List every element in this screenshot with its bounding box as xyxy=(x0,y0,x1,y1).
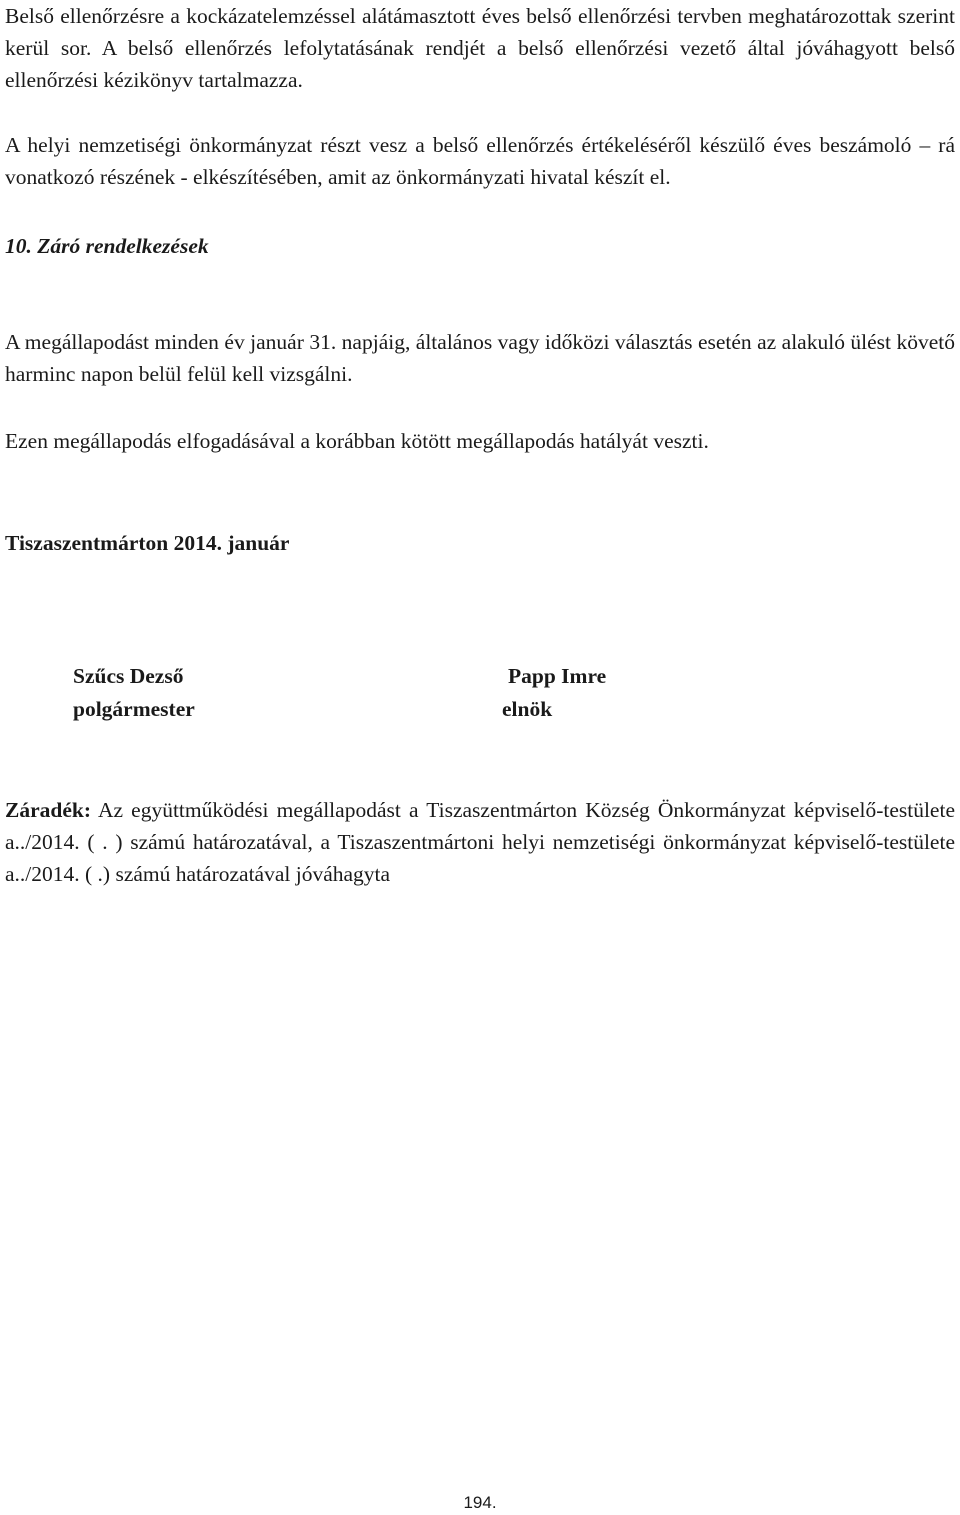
section-heading: 10. Záró rendelkezések xyxy=(5,234,209,258)
paragraph-review: A megállapodást minden év január 31. napjáig, általános vagy időközi választás esetén az alakuló ülést követő harminc napon belül felül kell vizsgálni. xyxy=(5,330,955,386)
signature-right xyxy=(502,660,606,726)
paragraph-minority-government: A helyi nemzetiségi önkormányzat részt vesz a belső ellenőrzés értékeléséről készülő éves beszámoló – rá vonatkozó részének - elkészítésében, amit az önkormányzati hivatal készít el. xyxy=(5,133,955,189)
signature-right-name: Papp Imre xyxy=(508,664,607,688)
paragraph-internal-audit: Belső ellenőrzésre a kockázatelemzéssel alátámasztott éves belső ellenőrzési tervben meghatározottak szerint kerül sor. A belső ellenőrzés lefolytatásának rendjét a belső ellenőrzési vezető által jóváhagyott belső ellenőrzési kézikönyv tartalmazza. xyxy=(5,4,955,92)
page-number: 194. xyxy=(463,1493,497,1512)
signature-left-name: Szűcs Dezső xyxy=(73,664,184,688)
paragraph-supersede: Ezen megállapodás elfogadásával a korábban kötött megállapodás hatályát veszti. xyxy=(5,429,709,453)
clause-label: Záradék: xyxy=(5,798,91,822)
signature-right-title: elnök xyxy=(502,697,553,721)
signature-left-title: polgármester xyxy=(73,697,195,721)
place-date: Tiszaszentmárton 2014. január xyxy=(5,531,290,555)
signature-left xyxy=(73,660,195,726)
clause-paragraph xyxy=(5,794,955,890)
clause-text: Az együttműködési megállapodást a Tiszaszentmárton Község Önkormányzat képviselő-testülete a../2014. ( . ) számú határozatával, a Tiszaszentmártoni helyi nemzetiségi önkormányzat képviselő-testülete a../2014. ( .) számú határozatával jóváhagyta xyxy=(5,798,955,886)
